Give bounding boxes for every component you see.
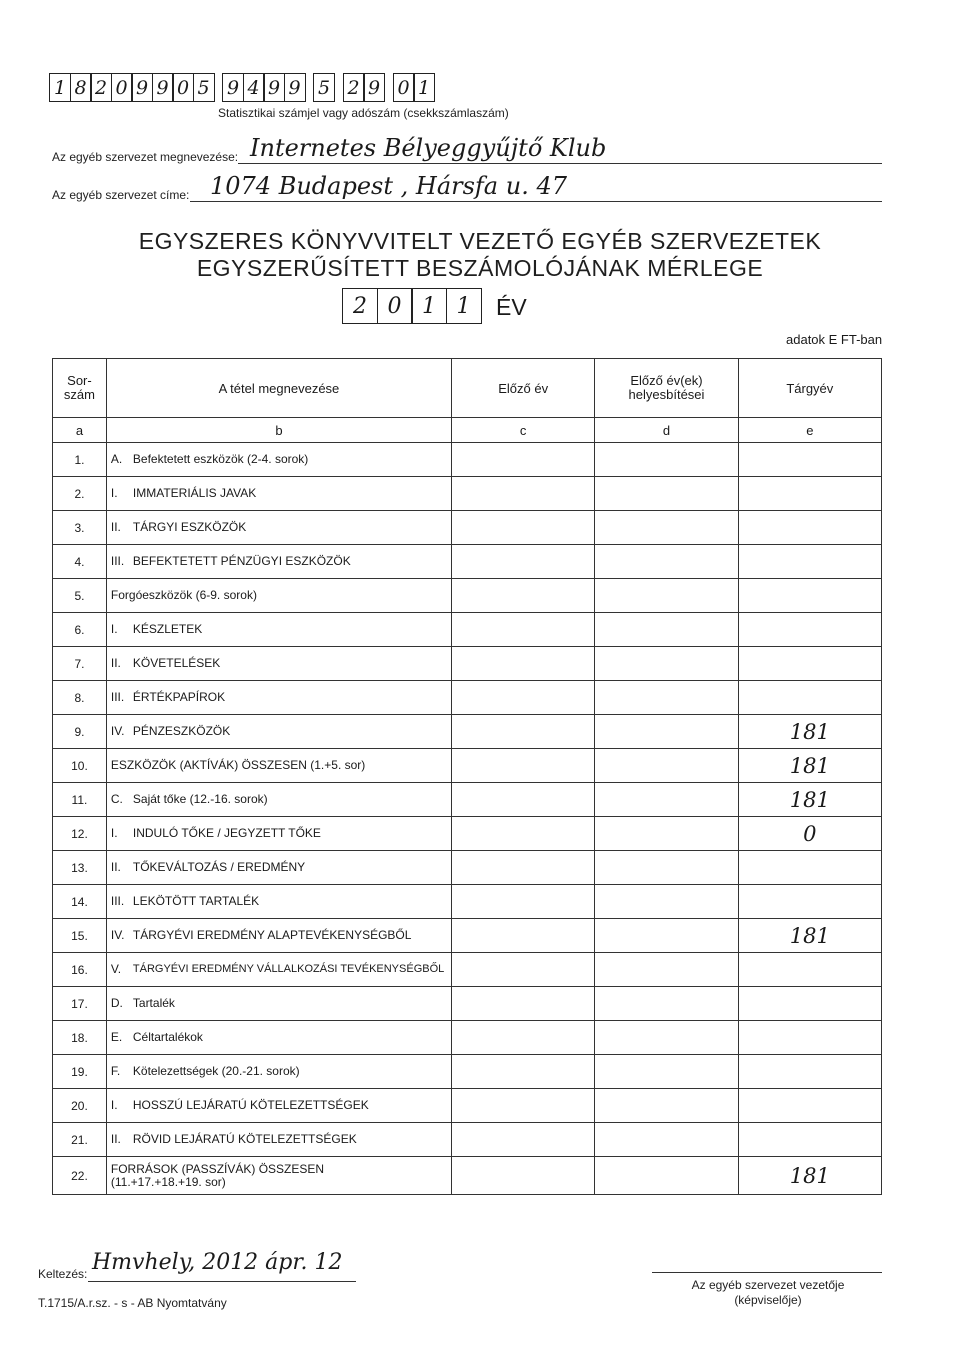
row-label: TŐKEVÁLTOZÁS / EREDMÉNY bbox=[132, 860, 306, 874]
row-roman: IV. bbox=[110, 928, 125, 942]
prev-year-cell bbox=[452, 443, 595, 477]
row-roman: II. bbox=[110, 520, 121, 534]
column-letter: c bbox=[452, 418, 595, 443]
date-underline bbox=[88, 1281, 356, 1282]
current-year-value bbox=[738, 851, 881, 885]
correction-cell bbox=[595, 953, 738, 987]
prev-year-cell bbox=[452, 613, 595, 647]
year-boxes bbox=[342, 288, 480, 324]
stat-digit: 9 bbox=[263, 73, 285, 102]
row-label: PÉNZESZKÖZÖK bbox=[132, 724, 231, 738]
row-number: 15. bbox=[53, 919, 107, 953]
correction-cell bbox=[595, 851, 738, 885]
header-helyesbites: Előző év(ek) helyesbítései bbox=[595, 359, 738, 418]
current-year-value: 181 bbox=[738, 919, 881, 953]
correction-cell bbox=[595, 579, 738, 613]
current-year-value: 0 bbox=[738, 817, 881, 851]
row-number: 3. bbox=[53, 511, 107, 545]
current-year-value bbox=[738, 477, 881, 511]
org-name-value: Internetes Bélyeggyűjtő Klub bbox=[250, 134, 607, 162]
table-row bbox=[53, 715, 882, 749]
column-letter: e bbox=[738, 418, 881, 443]
org-address-label: Az egyéb szervezet címe: bbox=[52, 188, 190, 202]
stat-digit: 8 bbox=[70, 73, 92, 102]
column-letter: a bbox=[53, 418, 107, 443]
row-roman: II. bbox=[110, 656, 121, 670]
correction-cell bbox=[595, 1021, 738, 1055]
row-label: FORRÁSOK (PASSZÍVÁK) ÖSSZESEN bbox=[110, 1161, 325, 1176]
table-row bbox=[53, 851, 882, 885]
row-roman: E. bbox=[110, 1030, 123, 1044]
row-roman: II. bbox=[110, 1132, 121, 1146]
stat-digit: 0 bbox=[393, 73, 415, 102]
column-letter: b bbox=[106, 418, 451, 443]
stat-number-boxes bbox=[49, 73, 434, 102]
row-label: Saját tőke (12.-16. sorok) bbox=[132, 792, 268, 806]
row-label-cell bbox=[106, 1055, 451, 1089]
correction-cell bbox=[595, 1157, 738, 1195]
row-label-cell bbox=[106, 477, 451, 511]
prev-year-cell bbox=[452, 1123, 595, 1157]
row-label-cell bbox=[106, 749, 451, 783]
org-address-value: 1074 Budapest , Hársfa u. 47 bbox=[210, 172, 567, 200]
stat-number-caption: Statisztikai számjel vagy adószám (csekkszámlaszám) bbox=[218, 106, 509, 120]
row-number: 5. bbox=[53, 579, 107, 613]
signature-line bbox=[652, 1272, 882, 1273]
row-label-cell bbox=[106, 953, 451, 987]
current-year-value bbox=[738, 1089, 881, 1123]
table-row bbox=[53, 613, 882, 647]
prev-year-cell bbox=[452, 511, 595, 545]
prev-year-cell bbox=[452, 579, 595, 613]
correction-cell bbox=[595, 443, 738, 477]
title-line-2: EGYSZERŰSÍTETT BESZÁMOLÓJÁNAK MÉRLEGE bbox=[196, 255, 764, 281]
row-roman: IV. bbox=[110, 724, 125, 738]
stat-digit: 9 bbox=[222, 73, 244, 102]
header-megnevezes: A tétel megnevezése bbox=[106, 359, 451, 418]
prev-year-cell bbox=[452, 783, 595, 817]
row-label: Kötelezettségek (20.-21. sorok) bbox=[132, 1064, 300, 1078]
prev-year-cell bbox=[452, 885, 595, 919]
correction-cell bbox=[595, 715, 738, 749]
row-label: Céltartalékok bbox=[132, 1030, 203, 1044]
table-row bbox=[53, 987, 882, 1021]
org-address-underline bbox=[190, 201, 882, 202]
correction-cell bbox=[595, 885, 738, 919]
row-label-cell bbox=[106, 647, 451, 681]
row-label-cell bbox=[106, 1123, 451, 1157]
row-label-cell bbox=[106, 443, 451, 477]
row-roman: C. bbox=[110, 792, 123, 806]
table-row bbox=[53, 1021, 882, 1055]
table-row bbox=[53, 783, 882, 817]
table-row bbox=[53, 817, 882, 851]
column-letter: d bbox=[595, 418, 738, 443]
row-label-cell bbox=[106, 783, 451, 817]
correction-cell bbox=[595, 919, 738, 953]
row-label: INDULÓ TŐKE / JEGYZETT TŐKE bbox=[132, 826, 321, 840]
row-number: 10. bbox=[53, 749, 107, 783]
row-number: 11. bbox=[53, 783, 107, 817]
row-number: 2. bbox=[53, 477, 107, 511]
row-roman: I. bbox=[110, 486, 118, 500]
row-roman: I. bbox=[110, 826, 118, 840]
stat-digit: 9 bbox=[131, 73, 153, 102]
table-row bbox=[53, 681, 882, 715]
correction-cell bbox=[595, 1123, 738, 1157]
row-label: KÖVETELÉSEK bbox=[132, 656, 221, 670]
row-label: Befektetett eszközök (2-4. sorok) bbox=[132, 452, 309, 466]
row-label-cell bbox=[106, 1021, 451, 1055]
date-label: Keltezés: bbox=[38, 1267, 88, 1281]
row-number: 13. bbox=[53, 851, 107, 885]
correction-cell bbox=[595, 783, 738, 817]
units-note: adatok E FT-ban bbox=[786, 332, 883, 347]
row-roman: A. bbox=[110, 452, 123, 466]
row-number: 9. bbox=[53, 715, 107, 749]
header-sorszam: Sor- szám bbox=[53, 359, 107, 418]
row-number: 20. bbox=[53, 1089, 107, 1123]
row-roman: F. bbox=[110, 1064, 121, 1078]
stat-digit: 2 bbox=[90, 73, 112, 102]
row-number: 4. bbox=[53, 545, 107, 579]
current-year-value bbox=[738, 579, 881, 613]
row-number: 19. bbox=[53, 1055, 107, 1089]
form-code: T.1715/A.r.sz. - s - AB Nyomtatvány bbox=[38, 1296, 227, 1310]
row-number: 1. bbox=[53, 443, 107, 477]
prev-year-cell bbox=[452, 545, 595, 579]
current-year-value bbox=[738, 1021, 881, 1055]
prev-year-cell bbox=[452, 817, 595, 851]
table-row bbox=[53, 953, 882, 987]
row-number: 22. bbox=[53, 1157, 107, 1195]
row-number: 8. bbox=[53, 681, 107, 715]
column-letters-row bbox=[53, 418, 882, 443]
table-row bbox=[53, 919, 882, 953]
row-label: Tartalék bbox=[132, 996, 175, 1010]
row-label: Forgóeszközök (6-9. sorok) bbox=[110, 588, 257, 602]
correction-cell bbox=[595, 613, 738, 647]
row-label-cell bbox=[106, 1157, 451, 1195]
row-label-cell bbox=[106, 715, 451, 749]
row-number: 6. bbox=[53, 613, 107, 647]
prev-year-cell bbox=[452, 681, 595, 715]
current-year-value bbox=[738, 987, 881, 1021]
stat-digit: 1 bbox=[413, 73, 435, 102]
row-number: 16. bbox=[53, 953, 107, 987]
table-row bbox=[53, 511, 882, 545]
row-roman: II. bbox=[110, 860, 121, 874]
row-number: 14. bbox=[53, 885, 107, 919]
prev-year-cell bbox=[452, 715, 595, 749]
correction-cell bbox=[595, 987, 738, 1021]
stat-digit: 0 bbox=[172, 73, 194, 102]
current-year-value bbox=[738, 953, 881, 987]
row-label: KÉSZLETEK bbox=[132, 622, 203, 636]
current-year-value: 181 bbox=[738, 1157, 881, 1195]
row-label: HOSSZÚ LEJÁRATÚ KÖTELEZETTSÉGEK bbox=[132, 1098, 369, 1112]
table-row bbox=[53, 1157, 882, 1195]
correction-cell bbox=[595, 817, 738, 851]
current-year-value: 181 bbox=[738, 783, 881, 817]
prev-year-cell bbox=[452, 953, 595, 987]
row-roman: III. bbox=[110, 690, 125, 704]
table-row bbox=[53, 477, 882, 511]
row-number: 21. bbox=[53, 1123, 107, 1157]
prev-year-cell bbox=[452, 1089, 595, 1123]
table-row bbox=[53, 579, 882, 613]
table-row bbox=[53, 443, 882, 477]
prev-year-cell bbox=[452, 1157, 595, 1195]
org-name-underline bbox=[238, 163, 882, 164]
row-number: 18. bbox=[53, 1021, 107, 1055]
row-label-cell bbox=[106, 885, 451, 919]
prev-year-cell bbox=[452, 647, 595, 681]
org-name-label: Az egyéb szervezet megnevezése: bbox=[52, 150, 239, 164]
row-label-cell bbox=[106, 1089, 451, 1123]
current-year-value bbox=[738, 545, 881, 579]
correction-cell bbox=[595, 1089, 738, 1123]
table-row bbox=[53, 885, 882, 919]
current-year-value bbox=[738, 681, 881, 715]
row-roman: D. bbox=[110, 996, 123, 1010]
correction-cell bbox=[595, 545, 738, 579]
row-label-cell bbox=[106, 579, 451, 613]
row-roman: V. bbox=[110, 962, 122, 976]
title-line-1: EGYSZERES KÖNYVVITELT VEZETŐ EGYÉB SZERVEZETEK bbox=[138, 228, 822, 254]
row-label-cell bbox=[106, 987, 451, 1021]
prev-year-cell bbox=[452, 851, 595, 885]
stat-digit: 9 bbox=[284, 73, 306, 102]
prev-year-cell bbox=[452, 749, 595, 783]
row-label: IMMATERIÁLIS JAVAK bbox=[132, 486, 257, 500]
row-label: RÖVID LEJÁRATÚ KÖTELEZETTSÉGEK bbox=[132, 1132, 357, 1146]
current-year-value bbox=[738, 511, 881, 545]
balance-sheet-table bbox=[52, 358, 882, 1195]
year-digit: 0 bbox=[377, 288, 413, 324]
correction-cell bbox=[595, 681, 738, 715]
year-label: ÉV bbox=[496, 294, 527, 320]
table-header-row bbox=[53, 359, 882, 418]
year-digit: 1 bbox=[446, 288, 482, 324]
row-number: 12. bbox=[53, 817, 107, 851]
row-number: 17. bbox=[53, 987, 107, 1021]
year-digit: 1 bbox=[411, 288, 447, 324]
current-year-value bbox=[738, 613, 881, 647]
correction-cell bbox=[595, 477, 738, 511]
table-row bbox=[53, 647, 882, 681]
row-label-cell bbox=[106, 511, 451, 545]
stat-digit: 4 bbox=[243, 73, 265, 102]
row-label: LEKÖTÖTT TARTALÉK bbox=[132, 894, 260, 908]
current-year-value bbox=[738, 443, 881, 477]
current-year-value bbox=[738, 1055, 881, 1089]
prev-year-cell bbox=[452, 477, 595, 511]
date-value: Hmvhely, 2012 ápr. 12 bbox=[92, 1250, 343, 1275]
row-roman: III. bbox=[110, 554, 125, 568]
stat-digit: 5 bbox=[193, 73, 215, 102]
row-label: TÁRGYÉVI EREDMÉNY VÁLLALKOZÁSI TEVÉKENYSÉGBŐL bbox=[132, 963, 445, 975]
stat-digit: 1 bbox=[49, 73, 71, 102]
current-year-value: 181 bbox=[738, 715, 881, 749]
row-label: ESZKÖZÖK (AKTÍVÁK) ÖSSZESEN (1.+5. sor) bbox=[110, 758, 366, 772]
table-row bbox=[53, 1089, 882, 1123]
row-label-cell bbox=[106, 613, 451, 647]
prev-year-cell bbox=[452, 919, 595, 953]
row-label-cell bbox=[106, 545, 451, 579]
row-label: BEFEKTETETT PÉNZÜGYI ESZKÖZÖK bbox=[132, 554, 351, 568]
table-row bbox=[53, 749, 882, 783]
correction-cell bbox=[595, 511, 738, 545]
header-elozo-ev: Előző év bbox=[452, 359, 595, 418]
prev-year-cell bbox=[452, 1021, 595, 1055]
signature-caption-sub: (képviselője) bbox=[734, 1293, 802, 1307]
stat-digit: 9 bbox=[363, 73, 385, 102]
correction-cell bbox=[595, 1055, 738, 1089]
row-label: ÉRTÉKPAPÍROK bbox=[132, 690, 226, 704]
stat-digit: 2 bbox=[343, 73, 365, 102]
signature-caption: Az egyéb szervezet vezetője bbox=[691, 1278, 845, 1292]
stat-digit: 9 bbox=[152, 73, 174, 102]
year-digit: 2 bbox=[342, 288, 378, 324]
row-label-cell bbox=[106, 681, 451, 715]
row-label-cell bbox=[106, 817, 451, 851]
correction-cell bbox=[595, 647, 738, 681]
row-label: TÁRGYI ESZKÖZÖK bbox=[132, 520, 247, 534]
row-label-cell bbox=[106, 919, 451, 953]
prev-year-cell bbox=[452, 1055, 595, 1089]
row-roman: III. bbox=[110, 894, 125, 908]
current-year-value: 181 bbox=[738, 749, 881, 783]
current-year-value bbox=[738, 1123, 881, 1157]
table-row bbox=[53, 1055, 882, 1089]
row-label-sub: (11.+17.+18.+19. sor) bbox=[110, 1174, 226, 1189]
table-row bbox=[53, 1123, 882, 1157]
row-label-cell bbox=[106, 851, 451, 885]
row-roman: I. bbox=[110, 1098, 118, 1112]
current-year-value bbox=[738, 885, 881, 919]
prev-year-cell bbox=[452, 987, 595, 1021]
correction-cell bbox=[595, 749, 738, 783]
row-number: 7. bbox=[53, 647, 107, 681]
header-targyev: Tárgyév bbox=[738, 359, 881, 418]
row-roman: I. bbox=[110, 622, 118, 636]
stat-digit: 0 bbox=[111, 73, 133, 102]
current-year-value bbox=[738, 647, 881, 681]
row-label: TÁRGYÉVI EREDMÉNY ALAPTEVÉKENYSÉGBŐL bbox=[132, 928, 412, 942]
table-row bbox=[53, 545, 882, 579]
stat-digit: 5 bbox=[313, 73, 335, 102]
